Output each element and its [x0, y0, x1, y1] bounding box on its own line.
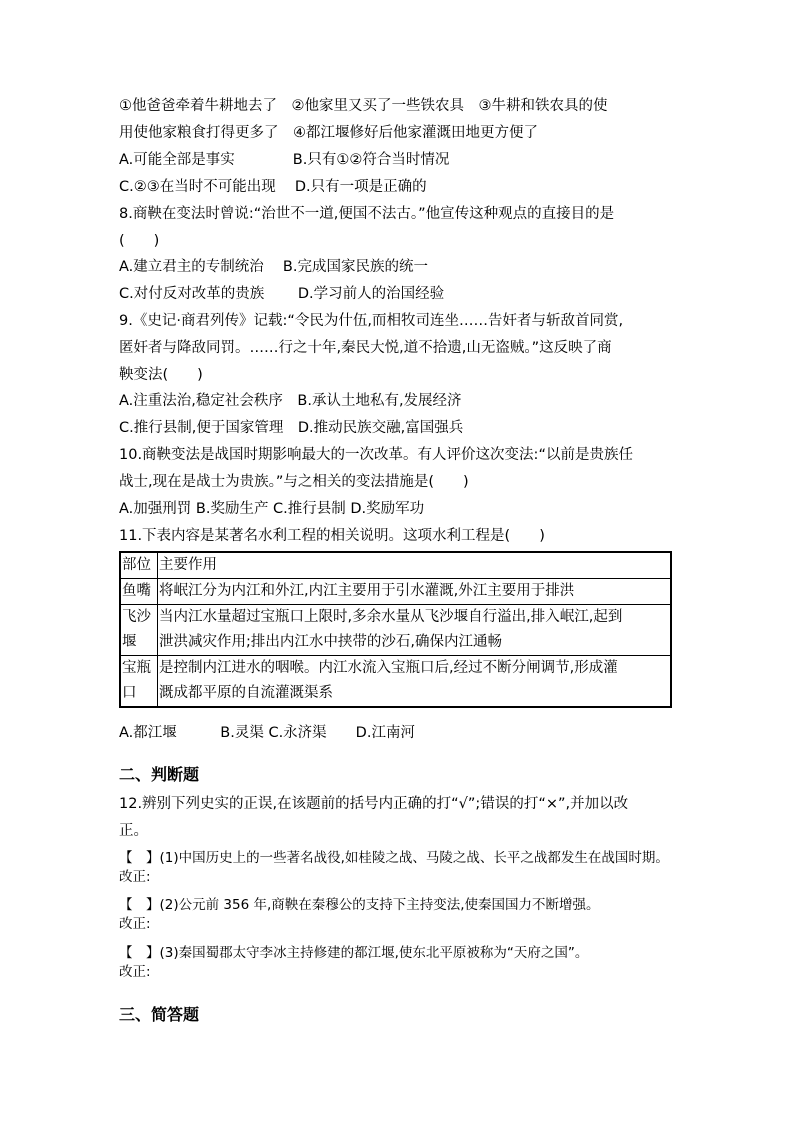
table-cell-line: 当内江水量超过宝瓶口上限时,多余水量从飞沙堰自行溢出,排入岷江,起到: [159, 609, 623, 625]
q12-item-1: 【 】(1)中国历史上的一些著名战役,如桂陵之战、马陵之战、长平之战都发生在战国时期。: [119, 850, 669, 866]
table-cell-line: 是控制内江进水的咽喉。内江水流入宝瓶口后,经过不断分闸调节,形成灌: [159, 660, 618, 676]
q8-options-ab: A.建立君主的专制统治 B.完成国家民族的统一: [119, 259, 428, 275]
q8-stem-line-1: 8.商鞅在变法时曾说:“治世不一道,便国不法古。”他宣传这种观点的直接目的是: [119, 206, 615, 222]
q12-item-2: 【 】(2)公元前 356 年,商鞅在秦穆公的支持下主持变法,使秦国国力不断增强。: [119, 897, 600, 913]
q12-stem-line-2: 正。: [119, 823, 148, 839]
q12-item-3-correction: 改正:: [119, 964, 151, 980]
q8-answer-blank: ( ): [119, 233, 160, 249]
q7-statement-line-2: 用使他家粮食打得更多了 ④都江堰修好后他家灌溉田地更方便了: [119, 125, 538, 141]
table-row: [120, 605, 671, 656]
table-cell-function: [158, 656, 672, 708]
q9-options-cd: C.推行县制,便于国家管理 D.推动民族交融,富国强兵: [119, 420, 464, 436]
q12-item-3: 【 】(3)秦国蜀郡太守李冰主持修建的都江堰,使东北平原被称为“天府之国”。: [119, 945, 589, 961]
table-cell-line: 泄洪减灾作用;排出内江水中挟带的沙石,确保内江通畅: [159, 634, 502, 650]
section-heading-short-answer: 三、简答题: [119, 1005, 200, 1024]
q7-options-cd: C.②③在当时不可能出现 D.只有一项是正确的: [119, 179, 427, 195]
q12-item-1-correction: 改正:: [119, 869, 151, 885]
q9-stem-line-1: 9.《史记·商君列传》记载:“令民为什伍,而相牧司连坐……告奸者与斩敌首同赏,: [119, 313, 624, 329]
q10-stem-line-2: 战士,现在是战士为贵族。”与之相关的变法措施是( ): [119, 474, 469, 490]
q10-stem-line-1: 10.商鞅变法是战国时期影响最大的一次改革。有人评价这次变法:“以前是贵族任: [119, 447, 633, 463]
table-cell-line: 将岷江分为内江和外江,内江主要用于引水灌溉,外江主要用于排洪: [159, 583, 575, 599]
table-cell-part: 鱼嘴: [120, 579, 158, 605]
q7-options-ab: A.可能全部是事实 B.只有①②符合当时情况: [119, 152, 450, 168]
table-row: [120, 579, 671, 605]
table-header-function: 主要作用: [158, 552, 672, 579]
q10-options: A.加强刑罚 B.奖励生产 C.推行县制 D.奖励军功: [119, 501, 425, 517]
q9-stem-line-3: 鞅变法( ): [119, 367, 203, 383]
table-cell-line: 溉成都平原的自流灌溉渠系: [159, 685, 333, 701]
q7-statement-line-1: ①他爸爸牵着牛耕地去了 ②他家里又买了一些铁农具 ③牛耕和铁农具的使: [119, 98, 608, 114]
q11-stem: 11.下表内容是某著名水利工程的相关说明。这项水利工程是( ): [119, 528, 545, 544]
table-row: [120, 656, 671, 708]
table-cell-function: [158, 579, 672, 605]
q12-item-2-correction: 改正:: [119, 916, 151, 932]
q8-options-cd: C.对付反对改革的贵族 D.学习前人的治国经验: [119, 286, 445, 302]
table-header-row: [120, 552, 671, 579]
q9-options-ab: A.注重法治,稳定社会秩序 B.承认土地私有,发展经济: [119, 393, 462, 409]
table-cell-part: 宝瓶口: [120, 656, 158, 708]
table-cell-function: [158, 605, 672, 656]
water-project-table: [119, 551, 672, 708]
q11-options: A.都江堰 B.灵渠 C.永济渠 D.江南河: [119, 725, 415, 741]
q9-stem-line-2: 匿奸者与降敌同罚。……行之十年,秦民大悦,道不拾遗,山无盗贼。”这反映了商: [119, 340, 612, 356]
section-heading-judgement: 二、判断题: [119, 765, 200, 784]
q12-stem-line-1: 12.辨别下列史实的正误,在该题前的括号内正确的打“√”;错误的打“×”,并加以改: [119, 796, 629, 812]
table-header-part: 部位: [120, 552, 158, 579]
table-cell-part: 飞沙堰: [120, 605, 158, 656]
